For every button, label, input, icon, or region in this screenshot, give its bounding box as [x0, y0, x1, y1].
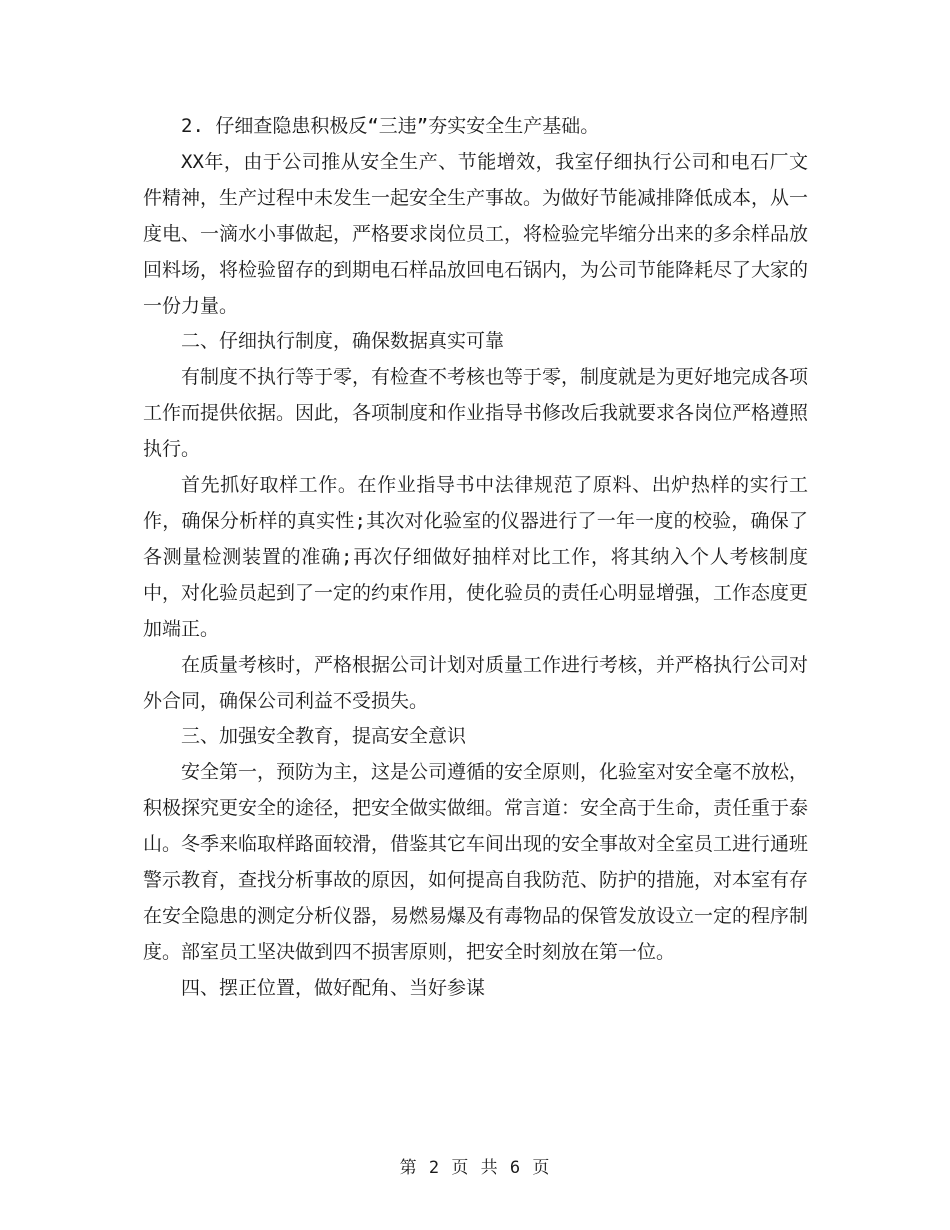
section-2-subheading: 2. 仔细查隐患积极反“三违”夯实安全生产基础。 [181, 115, 600, 137]
paragraph-quality-assessment: 在质量考核时，严格根据公司计划对质量工作进行考核，并严格执行公司对外合同，确保公司利益不受损失。 [143, 653, 809, 712]
paragraph-sampling-work: 首先抓好取样工作。在作业指导书中法律规范了原料、出炉热样的实行工作，确保分析样的真实性;其次对化验室的仪器进行了一年一度的校验，确保了各测量检测装置的准确;再次仔细做好抽样对比工作，将其纳入个人考核制度中，对化验员起到了一定的约束作用，使化验员的责任心明显增强，工作态度更加端正。 [143, 474, 809, 640]
document-body [143, 109, 808, 1007]
section-heading-position-role: 四、摆正位置，做好配角、当好参谋 [181, 976, 486, 999]
paragraph-energy-saving: XX年，由于公司推从安全生产、节能增效，我室仔细执行公司和电石厂文件精神，生产过程中未发生一起安全生产事故。为做好节能减排降低成本，从一度电、一滴水小事做起，严格要求岗位员工，将检验完毕缩分出来的多余样品放回料场，将检验留存的到期电石样品放回电石锅内，为公司节能降耗尽了大家的一份力量。 [143, 150, 809, 317]
paragraph-safety-first: 安全第一，预防为主，这是公司遵循的安全原则，化验室对安全毫不放松，积极探究更安全的途径，把安全做实做细。常言道：安全高于生命，责任重于泰山。冬季来临取样路面较滑，借鉴其它车间出现的安全事故对全室员工进行通班警示教育，查找分析事故的原因，如何提高自我防范、防护的措施，对本室有存在安全隐患的测定分析仪器，易燃易爆及有毒物品的保管发放设立一定的程序制度。部室员工坚决做到四不损害原则，把安全时刻放在第一位。 [143, 761, 809, 963]
section-heading-system-execution: 二、仔细执行制度，确保数据真实可靠 [181, 330, 505, 353]
section-heading-safety-education: 三、加强安全教育，提高安全意识 [181, 725, 467, 748]
paragraph-system-rules: 有制度不执行等于零，有检查不考核也等于零，制度就是为更好地完成各项工作而提供依据。因此，各项制度和作业指导书修改后我就要求各岗位严格遵照执行。 [143, 366, 809, 461]
page-footer: 第 2 页 共 6 页 [399, 1158, 551, 1178]
